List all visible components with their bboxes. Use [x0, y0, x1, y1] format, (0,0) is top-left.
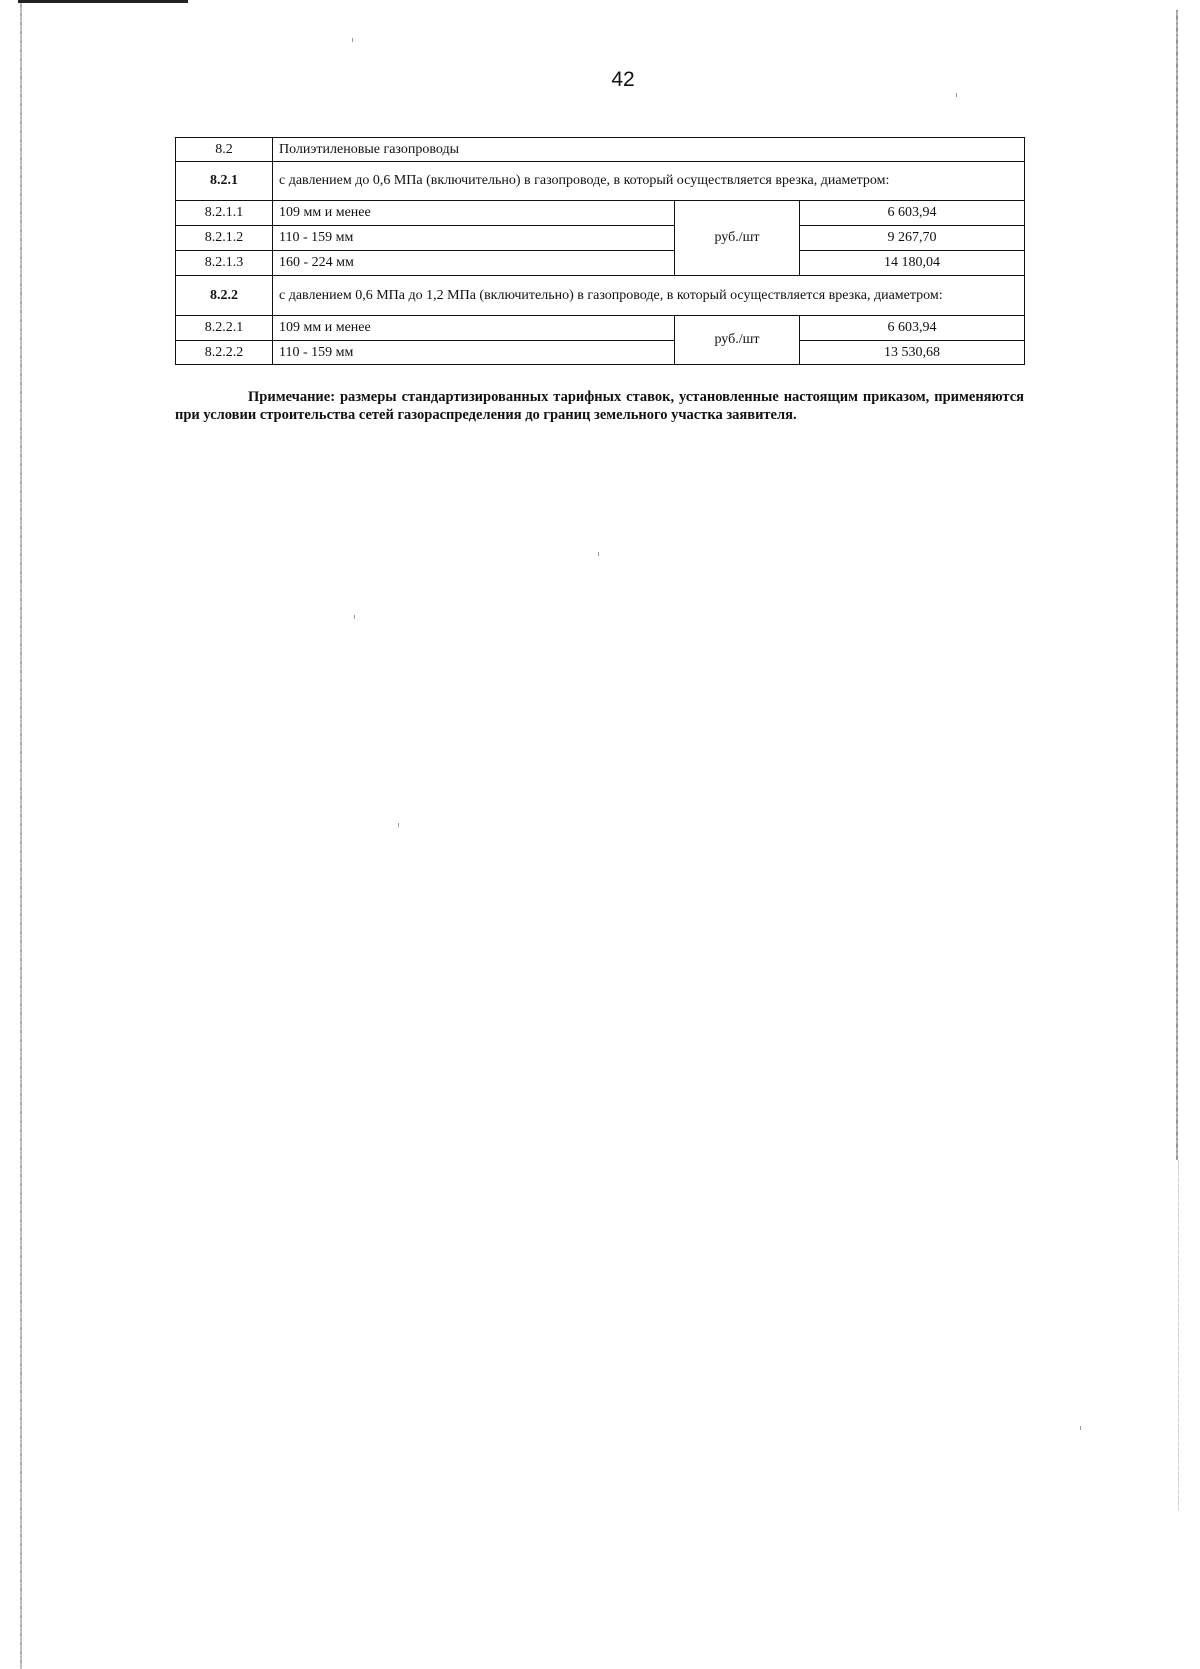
row-code: 8.2.1.2	[176, 226, 273, 251]
page-number: 42	[611, 68, 635, 91]
rate-value: 13 530,68	[800, 341, 1025, 365]
row-code: 8.2.2.1	[176, 316, 273, 341]
row-description: 110 - 159 мм	[273, 341, 675, 365]
table-row	[176, 251, 1025, 276]
row-code: 8.2.1.3	[176, 251, 273, 276]
table-row	[176, 276, 1025, 316]
scan-speck	[1080, 1426, 1081, 1430]
rate-value: 14 180,04	[800, 251, 1025, 276]
scan-edge-left	[20, 0, 22, 1669]
scan-speck	[598, 552, 599, 556]
row-description: 109 мм и менее	[273, 316, 675, 341]
row-description: 160 - 224 мм	[273, 251, 675, 276]
row-description: с давлением до 0,6 МПа (включительно) в газопроводе, в который осуществляется врезка, диаметром:	[273, 162, 1025, 201]
scan-speck	[956, 93, 957, 97]
unit-cell: руб./шт	[675, 201, 800, 276]
scan-speck	[354, 615, 355, 619]
table-row	[176, 341, 1025, 365]
row-description: с давлением 0,6 МПа до 1,2 МПа (включительно) в газопроводе, в который осуществляется врезка, диаметром:	[273, 276, 1025, 316]
scan-edge-right	[1176, 10, 1178, 1160]
scan-top-mark	[18, 0, 188, 3]
table-row	[176, 226, 1025, 251]
scan-edge-right-lower	[1178, 1160, 1179, 1510]
scan-speck	[398, 823, 399, 827]
row-description: 109 мм и менее	[273, 201, 675, 226]
table-row	[176, 138, 1025, 162]
tariff-table	[175, 137, 1025, 365]
row-description: 110 - 159 мм	[273, 226, 675, 251]
row-code: 8.2	[176, 138, 273, 162]
unit-cell: руб./шт	[675, 316, 800, 365]
table-row	[176, 162, 1025, 201]
row-description: Полиэтиленовые газопроводы	[273, 138, 1025, 162]
rate-value: 6 603,94	[800, 316, 1025, 341]
rate-value: 9 267,70	[800, 226, 1025, 251]
note-paragraph: Примечание: размеры стандартизированных тарифных ставок, установленные настоящим приказом, применяются при условии строительства сетей газораспределения до границ земельного участка заявителя.	[175, 389, 1024, 423]
table-row	[176, 201, 1025, 226]
scan-speck	[352, 38, 353, 42]
rate-value: 6 603,94	[800, 201, 1025, 226]
row-code: 8.2.2.2	[176, 341, 273, 365]
row-code: 8.2.1	[176, 162, 273, 201]
row-code: 8.2.1.1	[176, 201, 273, 226]
row-code: 8.2.2	[176, 276, 273, 316]
table-row	[176, 316, 1025, 341]
